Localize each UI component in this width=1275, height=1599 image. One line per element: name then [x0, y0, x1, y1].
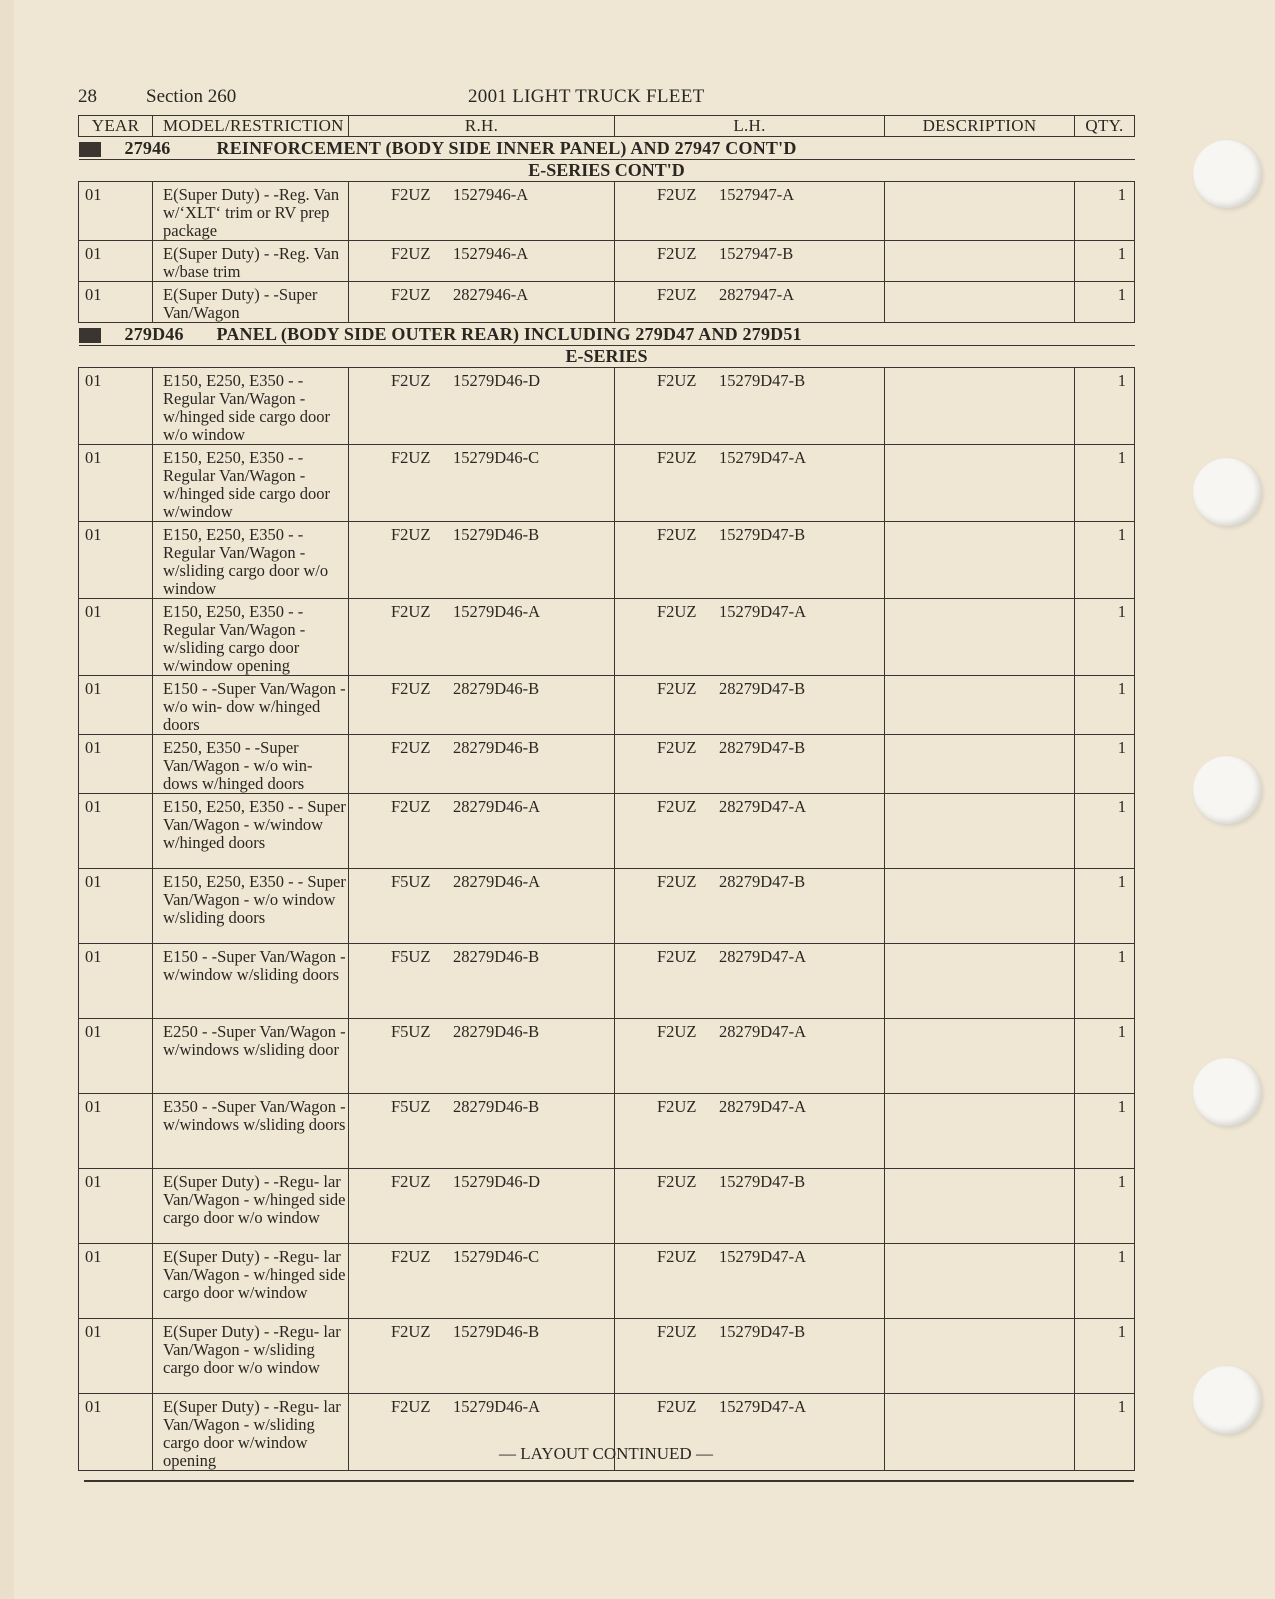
table-row	[79, 1319, 1135, 1394]
rh-part-cell	[349, 944, 615, 1019]
group-header	[79, 323, 1135, 346]
model-cell: E150, E250, E350 - - Regular Van/Wagon - w/hinged side cargo door w/window	[153, 445, 349, 522]
table-row	[79, 1019, 1135, 1094]
lh-part-cell	[615, 182, 885, 241]
description-cell	[885, 1319, 1075, 1394]
rh-part-number: 28279D46-A	[453, 872, 541, 891]
rh-prefix: F2UZ	[391, 244, 431, 263]
model-cell: E(Super Duty) - -Regu- lar Van/Wagon - w/hinged side cargo door w/window	[153, 1244, 349, 1319]
description-cell	[885, 282, 1075, 323]
year-cell: 01	[79, 522, 153, 599]
rh-part-cell	[349, 1094, 615, 1169]
lh-prefix: F2UZ	[657, 1172, 697, 1191]
lh-prefix: F2UZ	[657, 1322, 697, 1341]
qty-cell: 1	[1075, 676, 1135, 735]
lh-part-number: 15279D47-B	[719, 1172, 806, 1191]
table-row	[79, 1094, 1135, 1169]
rh-prefix: F2UZ	[391, 602, 431, 621]
model-cell: E150, E250, E350 - - Super Van/Wagon - w/window w/hinged doors	[153, 794, 349, 869]
description-cell	[885, 522, 1075, 599]
description-cell	[885, 676, 1075, 735]
description-cell	[885, 1094, 1075, 1169]
rh-part-number: 28279D46-B	[453, 738, 540, 757]
lh-part-cell	[615, 944, 885, 1019]
lh-prefix: F2UZ	[657, 1397, 697, 1416]
lh-part-cell	[615, 1244, 885, 1319]
lh-part-cell	[615, 1019, 885, 1094]
col-model: MODEL/RESTRICTION	[153, 116, 349, 137]
qty-cell: 1	[1075, 182, 1135, 241]
rh-part-cell	[349, 1019, 615, 1094]
lh-prefix: F2UZ	[657, 525, 697, 544]
rh-part-number: 15279D46-B	[453, 1322, 540, 1341]
lh-part-cell	[615, 368, 885, 445]
col-lh: L.H.	[615, 116, 885, 137]
table-row	[79, 599, 1135, 676]
rh-prefix: F2UZ	[391, 797, 431, 816]
group-number: 279D46	[124, 324, 184, 344]
description-cell	[885, 944, 1075, 1019]
rh-part-number: 28279D46-B	[453, 1097, 540, 1116]
series-row	[79, 160, 1135, 182]
year-cell: 01	[79, 182, 153, 241]
rh-part-cell	[349, 368, 615, 445]
lh-part-number: 28279D47-A	[719, 1097, 807, 1116]
rh-part-number: 2827946-A	[453, 285, 529, 304]
lh-prefix: F2UZ	[657, 602, 697, 621]
section-label: Section 260	[146, 86, 237, 107]
qty-cell: 1	[1075, 1019, 1135, 1094]
lh-prefix: F2UZ	[657, 947, 697, 966]
description-cell	[885, 869, 1075, 944]
rh-part-cell	[349, 869, 615, 944]
lh-part-number: 28279D47-B	[719, 872, 806, 891]
year-cell: 01	[79, 1169, 153, 1244]
year-cell: 01	[79, 1319, 153, 1394]
rh-part-number: 28279D46-B	[453, 1022, 540, 1041]
year-cell: 01	[79, 1019, 153, 1094]
rh-part-number: 15279D46-D	[453, 1172, 541, 1191]
lh-part-cell	[615, 1319, 885, 1394]
rh-prefix: F2UZ	[391, 371, 431, 390]
lh-part-cell	[615, 522, 885, 599]
lh-part-number: 28279D47-A	[719, 1022, 807, 1041]
group-header-row	[79, 323, 1135, 346]
year-cell: 01	[79, 445, 153, 522]
lh-part-cell	[615, 1169, 885, 1244]
lh-part-number: 15279D47-B	[719, 371, 806, 390]
year-cell: 01	[79, 599, 153, 676]
model-cell: E150 - -Super Van/Wagon - w/o win- dow w/hinged doors	[153, 676, 349, 735]
rh-part-number: 15279D46-A	[453, 1397, 541, 1416]
description-cell	[885, 241, 1075, 282]
rh-part-cell	[349, 182, 615, 241]
lh-prefix: F2UZ	[657, 448, 697, 467]
lh-part-number: 2827947-A	[719, 285, 795, 304]
col-year: YEAR	[79, 116, 153, 137]
rh-part-number: 15279D46-B	[453, 525, 540, 544]
lh-part-cell	[615, 869, 885, 944]
rh-part-cell	[349, 1244, 615, 1319]
group-header-row	[79, 137, 1135, 160]
qty-cell: 1	[1075, 869, 1135, 944]
model-cell: E250 - -Super Van/Wagon - w/windows w/sliding door	[153, 1019, 349, 1094]
model-cell: E(Super Duty) - -Regu- lar Van/Wagon - w/hinged side cargo door w/o window	[153, 1169, 349, 1244]
year-cell: 01	[79, 1244, 153, 1319]
rh-part-cell	[349, 735, 615, 794]
table-row	[79, 282, 1135, 323]
group-number: 27946	[124, 138, 171, 158]
lh-part-number: 28279D47-A	[719, 797, 807, 816]
description-cell	[885, 182, 1075, 241]
rh-part-cell	[349, 794, 615, 869]
description-cell	[885, 1019, 1075, 1094]
lh-part-number: 28279D47-B	[719, 738, 806, 757]
model-cell: E150, E250, E350 - - Regular Van/Wagon - w/sliding cargo door w/o window	[153, 522, 349, 599]
parts-table	[78, 115, 1135, 1471]
qty-cell: 1	[1075, 794, 1135, 869]
rh-part-number: 1527946-A	[453, 244, 529, 263]
rh-prefix: F2UZ	[391, 285, 431, 304]
lh-prefix: F2UZ	[657, 679, 697, 698]
rh-part-cell	[349, 282, 615, 323]
lh-prefix: F2UZ	[657, 872, 697, 891]
rh-part-cell	[349, 1169, 615, 1244]
col-rh: R.H.	[349, 116, 615, 137]
lh-part-cell	[615, 599, 885, 676]
group-title: REINFORCEMENT (BODY SIDE INNER PANEL) AND 27947 CONT'D	[216, 138, 797, 158]
column-header-row	[79, 116, 1135, 137]
lh-part-number: 1527947-A	[719, 185, 795, 204]
group-header	[79, 137, 1135, 160]
model-cell: E(Super Duty) - -Super Van/Wagon	[153, 282, 349, 323]
qty-cell: 1	[1075, 1394, 1135, 1471]
rh-part-cell	[349, 241, 615, 282]
page-title: 2001 LIGHT TRUCK FLEET	[468, 86, 705, 107]
rh-part-cell	[349, 1319, 615, 1394]
year-cell: 01	[79, 735, 153, 794]
qty-cell: 1	[1075, 522, 1135, 599]
rh-prefix: F2UZ	[391, 679, 431, 698]
rh-prefix: F5UZ	[391, 1097, 431, 1116]
year-cell: 01	[79, 1094, 153, 1169]
qty-cell: 1	[1075, 599, 1135, 676]
qty-cell: 1	[1075, 241, 1135, 282]
lh-prefix: F2UZ	[657, 1022, 697, 1041]
year-cell: 01	[79, 794, 153, 869]
rh-part-cell	[349, 676, 615, 735]
lh-part-cell	[615, 794, 885, 869]
binder-hole	[1193, 1058, 1261, 1126]
year-cell: 01	[79, 368, 153, 445]
lh-prefix: F2UZ	[657, 185, 697, 204]
qty-cell: 1	[1075, 735, 1135, 794]
lh-part-cell	[615, 676, 885, 735]
series-label: E-SERIES CONT'D	[79, 160, 1135, 182]
rh-part-number: 15279D46-C	[453, 1247, 540, 1266]
binder-hole	[1193, 140, 1261, 208]
lh-part-number: 15279D47-A	[719, 448, 807, 467]
lh-part-cell	[615, 282, 885, 323]
lh-prefix: F2UZ	[657, 797, 697, 816]
model-cell: E150 - -Super Van/Wagon - w/window w/sliding doors	[153, 944, 349, 1019]
group-marker-icon	[79, 328, 101, 343]
rh-prefix: F2UZ	[391, 185, 431, 204]
description-cell	[885, 1169, 1075, 1244]
binder-hole	[1193, 458, 1261, 526]
lh-prefix: F2UZ	[657, 244, 697, 263]
rh-part-number: 28279D46-A	[453, 797, 541, 816]
group-marker-icon	[79, 142, 101, 157]
table-row	[79, 735, 1135, 794]
rh-part-number: 15279D46-D	[453, 371, 541, 390]
lh-prefix: F2UZ	[657, 738, 697, 757]
rh-prefix: F2UZ	[391, 1397, 431, 1416]
description-cell	[885, 445, 1075, 522]
rh-prefix: F2UZ	[391, 1322, 431, 1341]
lh-part-cell	[615, 445, 885, 522]
table-row	[79, 869, 1135, 944]
model-cell: E(Super Duty) - -Regu- lar Van/Wagon - w/sliding cargo door w/window opening	[153, 1394, 349, 1471]
rh-prefix: F2UZ	[391, 448, 431, 467]
table-row	[79, 1169, 1135, 1244]
group-title: PANEL (BODY SIDE OUTER REAR) INCLUDING 279D47 AND 279D51	[216, 324, 802, 344]
col-description: DESCRIPTION	[885, 116, 1075, 137]
rh-part-cell	[349, 522, 615, 599]
lh-part-number: 1527947-B	[719, 244, 794, 263]
layout-continued-note: — LAYOUT CONTINUED —	[499, 1444, 713, 1463]
rh-part-number: 15279D46-A	[453, 602, 541, 621]
table-row	[79, 182, 1135, 241]
qty-cell: 1	[1075, 944, 1135, 1019]
model-cell: E(Super Duty) - -Reg. Van w/‘XLT‘ trim or RV prep package	[153, 182, 349, 241]
qty-cell: 1	[1075, 1094, 1135, 1169]
description-cell	[885, 794, 1075, 869]
description-cell	[885, 1244, 1075, 1319]
year-cell: 01	[79, 676, 153, 735]
model-cell: E150, E250, E350 - - Regular Van/Wagon - w/hinged side cargo door w/o window	[153, 368, 349, 445]
bottom-rule	[84, 1480, 1134, 1482]
model-cell: E350 - -Super Van/Wagon - w/windows w/sliding doors	[153, 1094, 349, 1169]
lh-prefix: F2UZ	[657, 1247, 697, 1266]
page-number: 28	[78, 86, 97, 107]
year-cell: 01	[79, 1394, 153, 1471]
rh-prefix: F2UZ	[391, 1247, 431, 1266]
rh-part-cell	[349, 445, 615, 522]
qty-cell: 1	[1075, 445, 1135, 522]
rh-prefix: F2UZ	[391, 525, 431, 544]
lh-prefix: F2UZ	[657, 1097, 697, 1116]
lh-part-number: 15279D47-A	[719, 1247, 807, 1266]
table-row	[79, 944, 1135, 1019]
model-cell: E150, E250, E350 - - Regular Van/Wagon - w/sliding cargo door w/window opening	[153, 599, 349, 676]
model-cell: E250, E350 - -Super Van/Wagon - w/o win- dows w/hinged doors	[153, 735, 349, 794]
lh-prefix: F2UZ	[657, 371, 697, 390]
year-cell: 01	[79, 869, 153, 944]
table-row	[79, 522, 1135, 599]
description-cell	[885, 599, 1075, 676]
year-cell: 01	[79, 241, 153, 282]
table-row	[79, 445, 1135, 522]
qty-cell: 1	[1075, 1169, 1135, 1244]
rh-prefix: F5UZ	[391, 947, 431, 966]
year-cell: 01	[79, 282, 153, 323]
table-row	[79, 676, 1135, 735]
lh-part-cell	[615, 735, 885, 794]
description-cell	[885, 368, 1075, 445]
rh-prefix: F5UZ	[391, 872, 431, 891]
lh-part-number: 15279D47-B	[719, 1322, 806, 1341]
col-qty: QTY.	[1075, 116, 1135, 137]
rh-part-cell	[349, 599, 615, 676]
rh-part-number: 28279D46-B	[453, 679, 540, 698]
lh-part-number: 15279D47-A	[719, 1397, 807, 1416]
rh-prefix: F5UZ	[391, 1022, 431, 1041]
rh-prefix: F2UZ	[391, 1172, 431, 1191]
qty-cell: 1	[1075, 282, 1135, 323]
lh-part-number: 28279D47-A	[719, 947, 807, 966]
table-row	[79, 368, 1135, 445]
model-cell: E(Super Duty) - -Regu- lar Van/Wagon - w/sliding cargo door w/o window	[153, 1319, 349, 1394]
rh-part-number: 1527946-A	[453, 185, 529, 204]
binder-hole	[1193, 1366, 1261, 1434]
qty-cell: 1	[1075, 1319, 1135, 1394]
description-cell	[885, 735, 1075, 794]
rh-prefix: F2UZ	[391, 738, 431, 757]
model-cell: E(Super Duty) - -Reg. Van w/base trim	[153, 241, 349, 282]
table-row	[79, 794, 1135, 869]
qty-cell: 1	[1075, 368, 1135, 445]
rh-part-number: 28279D46-B	[453, 947, 540, 966]
table-row	[79, 241, 1135, 282]
lh-prefix: F2UZ	[657, 285, 697, 304]
table-row	[79, 1244, 1135, 1319]
rh-part-number: 15279D46-C	[453, 448, 540, 467]
series-label: E-SERIES	[79, 346, 1135, 368]
binder-hole	[1193, 756, 1261, 824]
lh-part-number: 28279D47-B	[719, 679, 806, 698]
lh-part-number: 15279D47-B	[719, 525, 806, 544]
year-cell: 01	[79, 944, 153, 1019]
qty-cell: 1	[1075, 1244, 1135, 1319]
series-row	[79, 346, 1135, 368]
lh-part-number: 15279D47-A	[719, 602, 807, 621]
model-cell: E150, E250, E350 - - Super Van/Wagon - w/o window w/sliding doors	[153, 869, 349, 944]
lh-part-cell	[615, 1094, 885, 1169]
lh-part-cell	[615, 241, 885, 282]
